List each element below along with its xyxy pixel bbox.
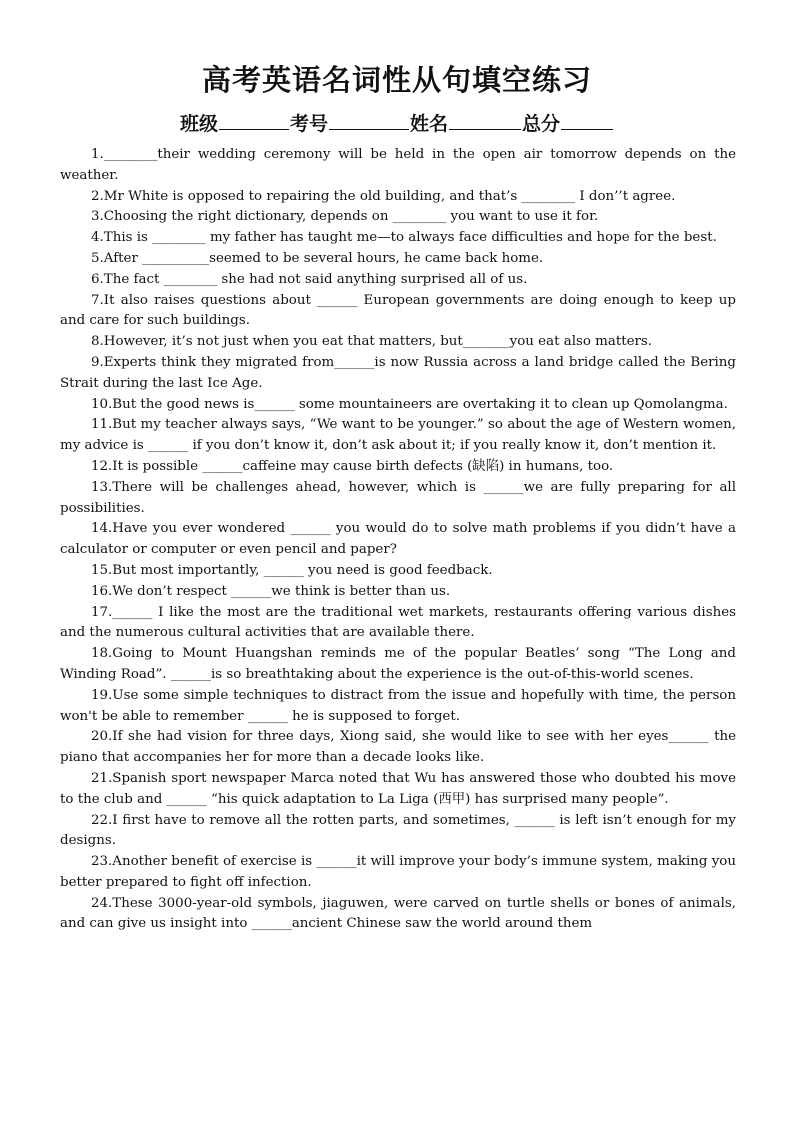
question-item: 24.These 3000-year-old symbols, jiaguwen, were carved on turtle shells or bones of animals, and can give us insight into ______ancient Chinese saw the world around them: [60, 895, 736, 932]
exam-no-label: 考号: [289, 113, 328, 135]
name-label: 姓名: [410, 113, 449, 135]
question-item: 9.Experts think they migrated from______is now Russia across a land bridge called the Bering Strait during the last Ice Age.: [60, 354, 736, 391]
question-item: 22.I first have to remove all the rotten parts, and sometimes, ______ is left isn’t enough for my designs.: [60, 812, 736, 849]
question-item: 3.Choosing the right dictionary, depends on ________ you want to use it for.: [91, 209, 599, 225]
question-item: 17.______ I like the most are the traditional wet markets, restaurants offering various dishes and the numerous cultural activities that are available there.: [60, 604, 736, 641]
question-item: 14.Have you ever wondered ______ you would do to solve math problems if you didn’t have a calculator or computer or even pencil and paper?: [60, 521, 736, 558]
question-item: 8.However, it’s not just when you eat that matters, but_______you eat also matters.: [91, 334, 653, 350]
question-item: 7.It also raises questions about ______ European governments are doing enough to keep up and care for such buildings.: [60, 292, 736, 329]
class-label: 班级: [179, 113, 218, 135]
question-item: 15.But most importantly, ______ you need is good feedback.: [91, 562, 493, 578]
question-item: 5.After __________seemed to be several hours, he came back home.: [91, 250, 544, 266]
page-title: 高考英语名词性从句填空练习: [201, 63, 592, 97]
question-item: 2.Mr White is opposed to repairing the old building, and that’s ________ I don’’t agree.: [91, 188, 676, 204]
question-item: 23.Another benefit of exercise is ______it will improve your body’s immune system, making you better prepared to fight off infection.: [60, 854, 736, 890]
score-blank[interactable]: [561, 111, 613, 130]
question-item: 20.If she had vision for three days, Xiong said, she would like to see with her eyes______ the piano that accompanies her for more than a decade looks like.: [60, 729, 736, 766]
question-item: 6.The fact ________ she had not said anything surprised all of us.: [91, 271, 528, 287]
question-item: 1.________their wedding ceremony will be held in the open air tomorrow depends on the weather.: [60, 147, 736, 183]
question-list: [60, 145, 736, 935]
question-item: 19.Use some simple techniques to distract from the issue and hopefully with time, the person won't be able to remember ______ he is supposed to forget.: [60, 687, 736, 724]
question-item: 13.There will be challenges ahead, however, which is ______we are fully preparing for all possibilities.: [60, 479, 736, 516]
question-item: 21.Spanish sport newspaper Marca noted that Wu has answered those who doubted his move to the club and ______ “his quick adaptation to La Liga (西甲) has surprised many people”.: [60, 770, 736, 807]
score-label: 总分: [522, 113, 561, 135]
student-info-line: [0, 110, 794, 138]
exam-no-blank[interactable]: [329, 111, 409, 130]
class-blank[interactable]: [219, 111, 289, 130]
question-item: 12.It is possible ______caffeine may cause birth defects (缺陷) in humans, too.: [91, 458, 614, 474]
name-blank[interactable]: [449, 111, 521, 130]
question-item: 11.But my teacher always says, “We want to be younger.” so about the age of Western women, my advice is ______ if you don’t know it, don’t ask about it; if you really know it, don’t mention it.: [60, 417, 736, 454]
question-item: 16.We don’t respect ______we think is better than us.: [91, 583, 451, 599]
question-item: 18.Going to Mount Huangshan reminds me of the popular Beatles’ song “The Long and Winding Road”. ______is so breathtaking about the experience is the out-of-this-world scenes.: [60, 646, 736, 682]
question-item: 4.This is ________ my father has taught me—to always face difficulties and hope for the best.: [91, 230, 717, 246]
question-item: 10.But the good news is______ some mountaineers are overtaking it to clean up Qomolangma.: [91, 396, 728, 412]
